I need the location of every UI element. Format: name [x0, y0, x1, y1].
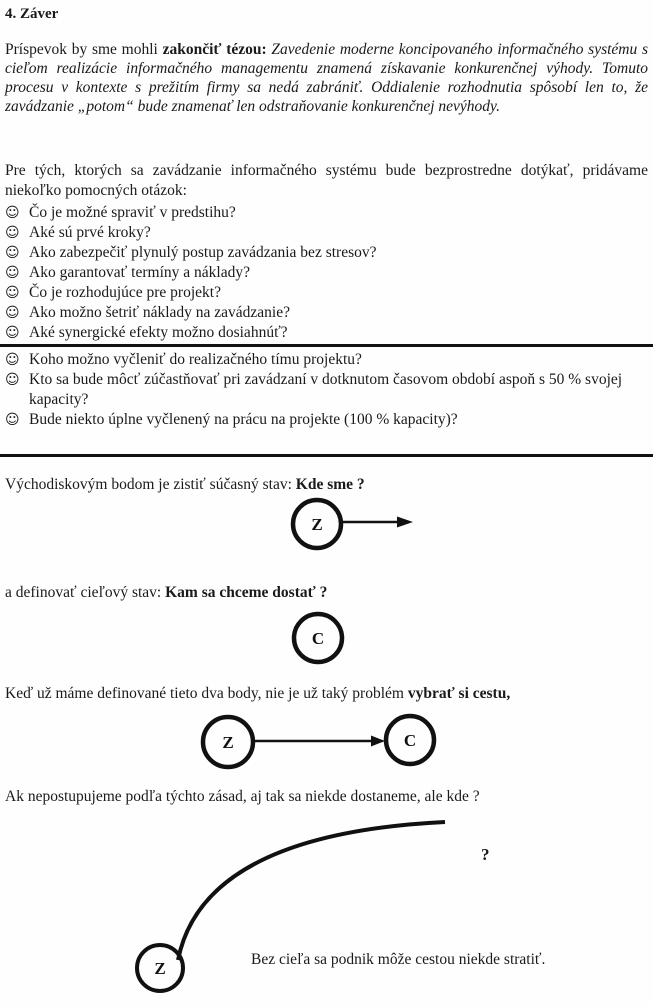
smiley-icon: ☺	[5, 265, 20, 281]
current-state-line	[5, 475, 648, 494]
goal-state-text: a definovať cieľový stav:	[5, 584, 166, 601]
question-text: Aké synergické efekty možno dosiahnúť?	[29, 324, 288, 341]
page-title: 4. Záver	[5, 6, 59, 22]
intro-italic-thesis: Zavedenie moderne koncipovaného informačného systému s cieľom realizácie informačného managementu znamená získavanie konkurenčnej výhody. Tomuto procesu v kontexte s prežitím firmy sa nedá zabrániť. Oddialenie rozhodnutia spôsobí len to, že zavádzanie „potom“ bude znamenať len odstraňovanie konkurenčnej nevýhody.	[5, 41, 649, 115]
question-text: Aké sú prvé kroky?	[29, 224, 151, 241]
choose-path-text: Keď už máme definované tieto dva body, nie je už taký problém	[5, 685, 408, 702]
question-item	[5, 410, 648, 430]
smiley-icon: ☺	[5, 372, 20, 388]
questions-list-1	[5, 203, 648, 343]
no-rules-line: Ak nepostupujeme podľa týchto zásad, aj tak sa niekde dostaneme, ale kde ?	[5, 788, 480, 805]
question-text: Čo je rozhodujúce pre projekt?	[29, 284, 221, 301]
path-arrow-head	[371, 736, 385, 747]
intro-paragraph	[5, 40, 648, 116]
wandering-path-curve	[178, 822, 445, 960]
choose-path-bold: vybrať si cestu,	[407, 685, 511, 702]
questions-intro-paragraph: Pre tých, ktorých sa zavádzanie informačného systému bude bezprostredne dotýkať, pridávame niekoľko pomocných otázok:	[5, 162, 648, 199]
question-text: Bude niekto úplne vyčlenený na prácu na projekte (100 % kapacity)?	[29, 411, 458, 428]
smiley-icon: ☺	[5, 352, 20, 368]
question-text: Ako garantovať termíny a náklady?	[29, 264, 250, 281]
unknown-destination-mark: ?	[481, 845, 490, 864]
smiley-icon: ☺	[5, 245, 20, 261]
question-text: Ako možno šetriť náklady na zavádzanie?	[29, 304, 290, 321]
question-item	[5, 263, 648, 283]
question-text: Čo je možné spraviť v predstihu?	[29, 204, 236, 221]
smiley-icon: ☺	[5, 325, 20, 341]
current-state-text: Východiskovým bodom je zistiť súčasný stav:	[5, 476, 296, 493]
start-node-label: Z	[311, 515, 323, 534]
question-item	[5, 323, 648, 343]
smiley-icon: ☺	[5, 285, 20, 301]
intro-bold: zakončiť tézou:	[162, 41, 272, 58]
question-item	[5, 303, 648, 323]
questions-list-2	[5, 350, 648, 430]
separator-line	[0, 454, 653, 457]
smiley-icon: ☺	[5, 205, 20, 221]
question-item	[5, 370, 648, 410]
start-node-label: Z	[154, 959, 166, 978]
question-text: Koho možno vyčleniť do realizačného tímu projektu?	[29, 351, 362, 368]
question-item	[5, 223, 648, 243]
separator-line	[0, 344, 653, 347]
path-diagram	[193, 708, 445, 776]
smiley-icon: ☺	[5, 225, 20, 241]
question-item	[5, 203, 648, 223]
lost-path-caption: Bez cieľa sa podnik môže cestou niekde stratiť.	[251, 951, 546, 968]
intro-normal: Príspevok by sme mohli	[5, 41, 163, 58]
goal-state-diagram	[288, 608, 352, 670]
start-state-diagram	[283, 494, 423, 560]
goal-node-label: C	[311, 629, 325, 648]
question-item	[5, 283, 648, 303]
lost-path-diagram	[115, 810, 495, 1002]
goal-state-line	[5, 583, 648, 602]
goal-node-label: C	[403, 731, 417, 750]
smiley-icon: ☺	[5, 412, 20, 428]
question-text: Ako zabezpečiť plynulý postup zavádzania bez stresov?	[29, 244, 377, 261]
question-item	[5, 350, 648, 370]
where-to-go-question: Kam sa chceme dostať ?	[165, 584, 328, 601]
direction-arrow-head	[397, 517, 413, 528]
question-text: Kto sa bude môcť zúčastňovať pri zavádzaní v dotknutom časovom období aspoň s 50 % svojej kapacity?	[29, 371, 623, 408]
smiley-icon: ☺	[5, 305, 20, 321]
where-are-we-question: Kde sme ?	[295, 476, 365, 493]
start-node-label: Z	[222, 733, 234, 752]
question-item	[5, 243, 648, 263]
choose-path-line	[5, 684, 648, 703]
